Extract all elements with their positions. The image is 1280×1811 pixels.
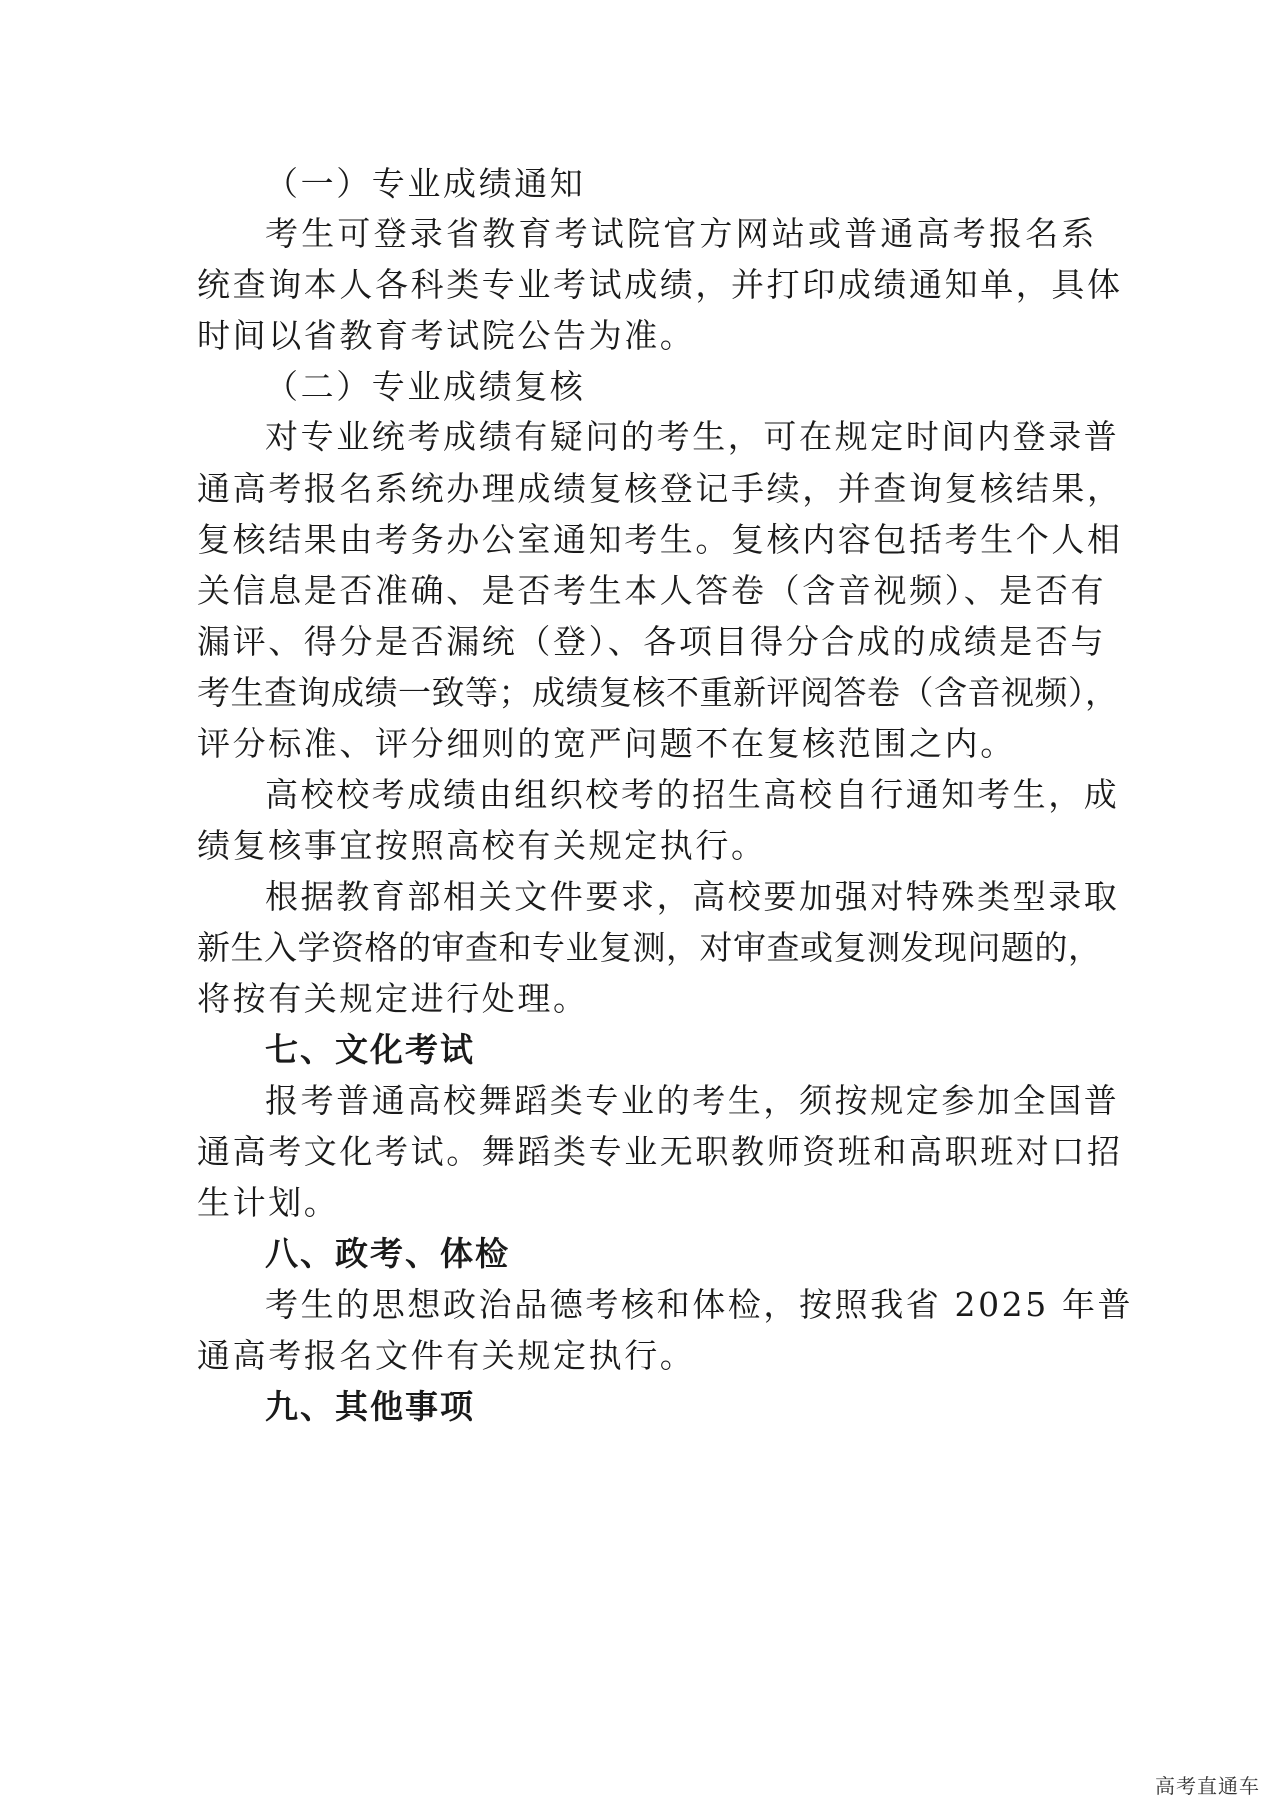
watermark-text: 高考直通车: [1155, 1774, 1260, 1798]
paragraph-line: 对专业统考成绩有疑问的考生，可在规定时间内登录普: [265, 417, 1120, 456]
section-subheading: （一）专业成绩通知: [265, 164, 586, 203]
paragraph-line: 通高考文化考试。舞蹈类专业无职教师资班和高职班对口招: [197, 1132, 1123, 1171]
paragraph-line: 考生的思想政治品德考核和体检，按照我省 2025 年普: [265, 1285, 1134, 1324]
paragraph-line: 通高考报名文件有关规定执行。: [197, 1336, 696, 1375]
paragraph-line: 时间以省教育考试院公告为准。: [197, 316, 696, 355]
section-subheading: （二）专业成绩复核: [265, 367, 586, 406]
paragraph-line: 绩复核事宜按照高校有关规定执行。: [197, 826, 767, 865]
paragraph-line: 评分标准、评分细则的宽严问题不在复核范围之内。: [197, 724, 1016, 763]
paragraph-line: 高校校考成绩由组织校考的招生高校自行通知考生，成: [265, 775, 1120, 814]
section-heading: 八、政考、体检: [265, 1234, 510, 1273]
paragraph-line: 报考普通高校舞蹈类专业的考生，须按规定参加全国普: [265, 1081, 1120, 1120]
section-heading: 九、其他事项: [265, 1387, 475, 1426]
paragraph-line: 通高考报名系统办理成绩复核登记手续，并查询复核结果，: [197, 469, 1123, 508]
paragraph-line: 生计划。: [197, 1183, 340, 1222]
paragraph-line: 将按有关规定进行处理。: [197, 979, 589, 1018]
paragraph-line: 统查询本人各科类专业考试成绩，并打印成绩通知单，具体: [197, 265, 1123, 304]
paragraph-line: 根据教育部相关文件要求，高校要加强对特殊类型录取: [265, 877, 1120, 916]
paragraph-line: 考生查询成绩一致等；成绩复核不重新评阅答卷（含音视频），: [197, 673, 1119, 712]
paragraph-line: 新生入学资格的审查和专业复测，对审查或复测发现问题的，: [197, 928, 1102, 967]
paragraph-line: 关信息是否准确、是否考生本人答卷（含音视频）、是否有: [197, 571, 1107, 610]
paragraph-line: 漏评、得分是否漏统（登）、各项目得分合成的成绩是否与: [197, 622, 1107, 661]
paragraph-line: 考生可登录省教育考试院官方网站或普通高考报名系: [265, 214, 1097, 253]
paragraph-line: 复核结果由考务办公室通知考生。复核内容包括考生个人相: [197, 520, 1123, 559]
section-heading: 七、文化考试: [265, 1030, 475, 1069]
